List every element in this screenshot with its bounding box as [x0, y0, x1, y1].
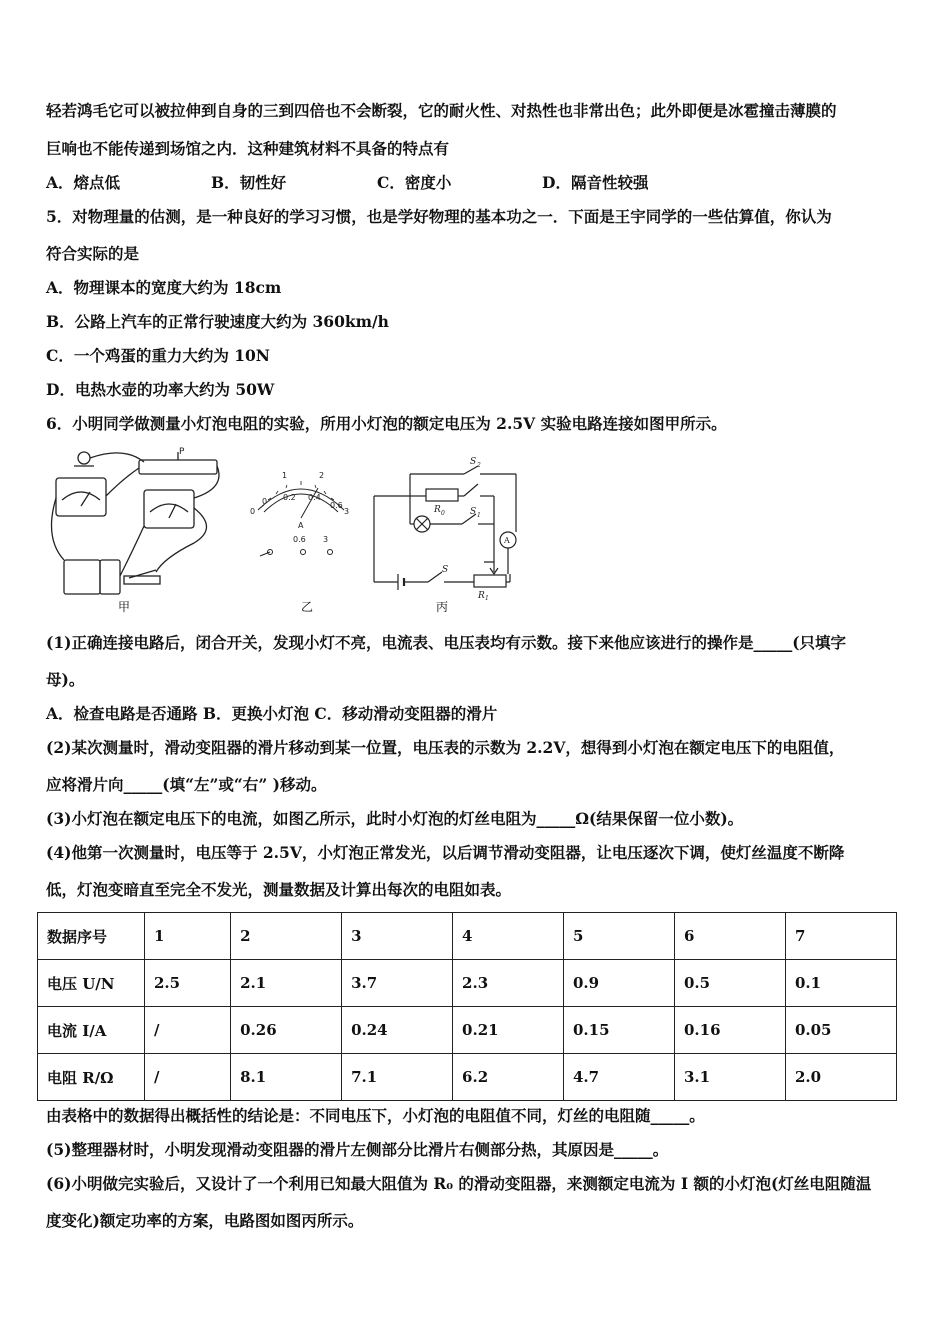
figure-yi	[246, 448, 356, 568]
table-cell: 0.21	[453, 1007, 564, 1054]
label-r1-sub: 1	[485, 595, 489, 602]
caption-yi: 乙	[301, 600, 314, 614]
dial-outer-3: 3	[344, 507, 350, 516]
label-r0: R	[434, 505, 441, 515]
q6-p6-line-1: (6)小明做完实验后，又设计了一个利用已知最大阻值为 R₀ 的滑动变阻器，来测额定电流为 I 额的小灯泡(灯丝电阻随温	[46, 1174, 872, 1193]
table-row	[38, 913, 897, 960]
table-row	[38, 1007, 897, 1054]
ammeter-dial	[246, 448, 356, 568]
q6-stem: 6．小明同学做测量小灯泡电阻的实验，所用小灯泡的额定电压为 2.5V 实验电路连接如图甲所示。	[46, 414, 727, 433]
figure-bing	[370, 448, 530, 602]
q5-option-d: D．电热水壶的功率大约为 50W	[46, 380, 275, 399]
table-cell: 3.7	[342, 960, 453, 1007]
q6-p3: (3)小灯泡在额定电压下的电流，如图乙所示，此时小灯泡的灯丝电阻为_____Ω(结果保留一位小数)。	[46, 809, 744, 828]
table-cell: 电阻 R/Ω	[38, 1054, 145, 1101]
q5-stem-line-2: 符合实际的是	[46, 244, 140, 263]
table-cell: 2	[231, 913, 342, 960]
measurement-table	[37, 912, 897, 1101]
q6-p2-line-2: 应将滑片向_____(填“左”或“右” )移动。	[46, 775, 327, 794]
dial-label-2: 2	[319, 471, 325, 480]
label-s1: S	[470, 507, 477, 517]
table-cell: 0.24	[342, 1007, 453, 1054]
dial-label-04: 0.4	[308, 493, 321, 502]
q6-p1-line-1: (1)正确连接电路后，闭合开关，发现小灯不亮，电流表、电压表均有示数。接下来他应该进行的操作是_____(只填字	[46, 633, 847, 652]
table-cell: 2.1	[231, 960, 342, 1007]
table-cell: 4.7	[564, 1054, 675, 1101]
terminal-3: 3	[323, 535, 329, 544]
dial-label-06: 0.6	[330, 501, 343, 510]
label-s1-sub: 1	[477, 512, 481, 519]
intro-option-d: D．隔音性较强	[542, 173, 649, 192]
dial-label-02: 0.2	[283, 493, 296, 502]
apparatus-drawing	[44, 448, 224, 618]
q6-p5: (5)整理器材时，小明发现滑动变阻器的滑片左侧部分比滑片右侧部分热，其原因是_____。	[46, 1140, 669, 1159]
table-cell: 6.2	[453, 1054, 564, 1101]
label-ammeter: A	[504, 536, 510, 545]
q5-option-b: B．公路上汽车的正常行驶速度大约为 360km/h	[46, 312, 389, 331]
dial-label-0: 0	[262, 497, 268, 506]
label-r0-sub: 0	[441, 510, 445, 517]
table-cell: 2.5	[145, 960, 231, 1007]
table-cell: /	[145, 1054, 231, 1101]
table-cell: 0.9	[564, 960, 675, 1007]
label-s2-sub: 2	[477, 462, 481, 469]
table-cell: 数据序号	[38, 913, 145, 960]
dial-unit: A	[298, 521, 304, 530]
table-cell: 5	[564, 913, 675, 960]
table-cell: 3	[342, 913, 453, 960]
intro-line-1: 轻若鸿毛它可以被拉伸到自身的三到四倍也不会断裂，它的耐火性、对热性也非常出色；此外即便是冰雹撞击薄膜的	[46, 101, 837, 120]
table-cell: 7	[785, 913, 896, 960]
terminal-06: 0.6	[293, 535, 306, 544]
table-cell: 0.05	[785, 1007, 896, 1054]
dial-outer-0: 0	[250, 507, 256, 516]
table-cell: 3.1	[674, 1054, 785, 1101]
caption-jia: 甲	[118, 600, 131, 614]
table-cell: 0.15	[564, 1007, 675, 1054]
q6-p1-line-2: 母)。	[46, 670, 85, 689]
intro-option-a: A．熔点低	[46, 173, 121, 192]
label-s: S	[442, 565, 449, 575]
table-cell: 4	[453, 913, 564, 960]
table-cell: 0.5	[674, 960, 785, 1007]
table-row	[38, 960, 897, 1007]
table-cell: 2.3	[453, 960, 564, 1007]
table-cell: 电压 U/N	[38, 960, 145, 1007]
intro-line-2: 巨响也不能传递到场馆之内．这种建筑材料不具备的特点有	[46, 139, 450, 158]
table-cell: 6	[674, 913, 785, 960]
q6-p4-line-2: 低，灯泡变暗直至完全不发光，测量数据及计算出每次的电阻如表。	[46, 880, 512, 899]
dial-label-1: 1	[282, 471, 288, 480]
table-cell: 1	[145, 913, 231, 960]
table-cell: 0.16	[674, 1007, 785, 1054]
table-cell: 电流 I/A	[38, 1007, 145, 1054]
q5-option-c: C．一个鸡蛋的重力大约为 10N	[46, 346, 270, 365]
q6-p4-line-1: (4)他第一次测量时，电压等于 2.5V，小灯泡正常发光，以后调节滑动变阻器，让电压逐次下调，使灯丝温度不断降	[46, 843, 845, 862]
apparatus-p-label: P	[179, 447, 185, 457]
table-cell: 0.1	[785, 960, 896, 1007]
label-s2: S	[470, 457, 477, 467]
table-cell: 2.0	[785, 1054, 896, 1101]
q6-p6-line-2: 度变化)额定功率的方案，电路图如图丙所示。	[46, 1211, 364, 1230]
table-cell: /	[145, 1007, 231, 1054]
q6-p1-options: A．检查电路是否通路 B．更换小灯泡 C．移动滑动变阻器的滑片	[46, 704, 498, 723]
q5-stem-line-1: 5．对物理量的估测，是一种良好的学习习惯，也是学好物理的基本功之一．下面是王宇同学的一些估算值，你认为	[46, 207, 832, 226]
intro-option-c: C．密度小	[377, 173, 452, 192]
label-r1: R	[478, 591, 485, 601]
q5-option-a: A．物理课本的宽度大约为 18cm	[46, 278, 282, 297]
q6-p2-line-1: (2)某次测量时，滑动变阻器的滑片移动到某一位置，电压表的示数为 2.2V，想得到小灯泡在额定电压下的电阻值，	[46, 738, 845, 757]
table-cell: 7.1	[342, 1054, 453, 1101]
table-row	[38, 1054, 897, 1101]
circuit-diagram	[370, 448, 530, 602]
caption-bing: 丙	[436, 600, 449, 614]
table-cell: 0.26	[231, 1007, 342, 1054]
q6-conclusion: 由表格中的数据得出概括性的结论是：不同电压下，小灯泡的电阻值不同，灯丝的电阻随_____。	[46, 1106, 705, 1125]
figure-jia	[44, 448, 224, 618]
intro-option-b: B．韧性好	[211, 173, 287, 192]
table-cell: 8.1	[231, 1054, 342, 1101]
